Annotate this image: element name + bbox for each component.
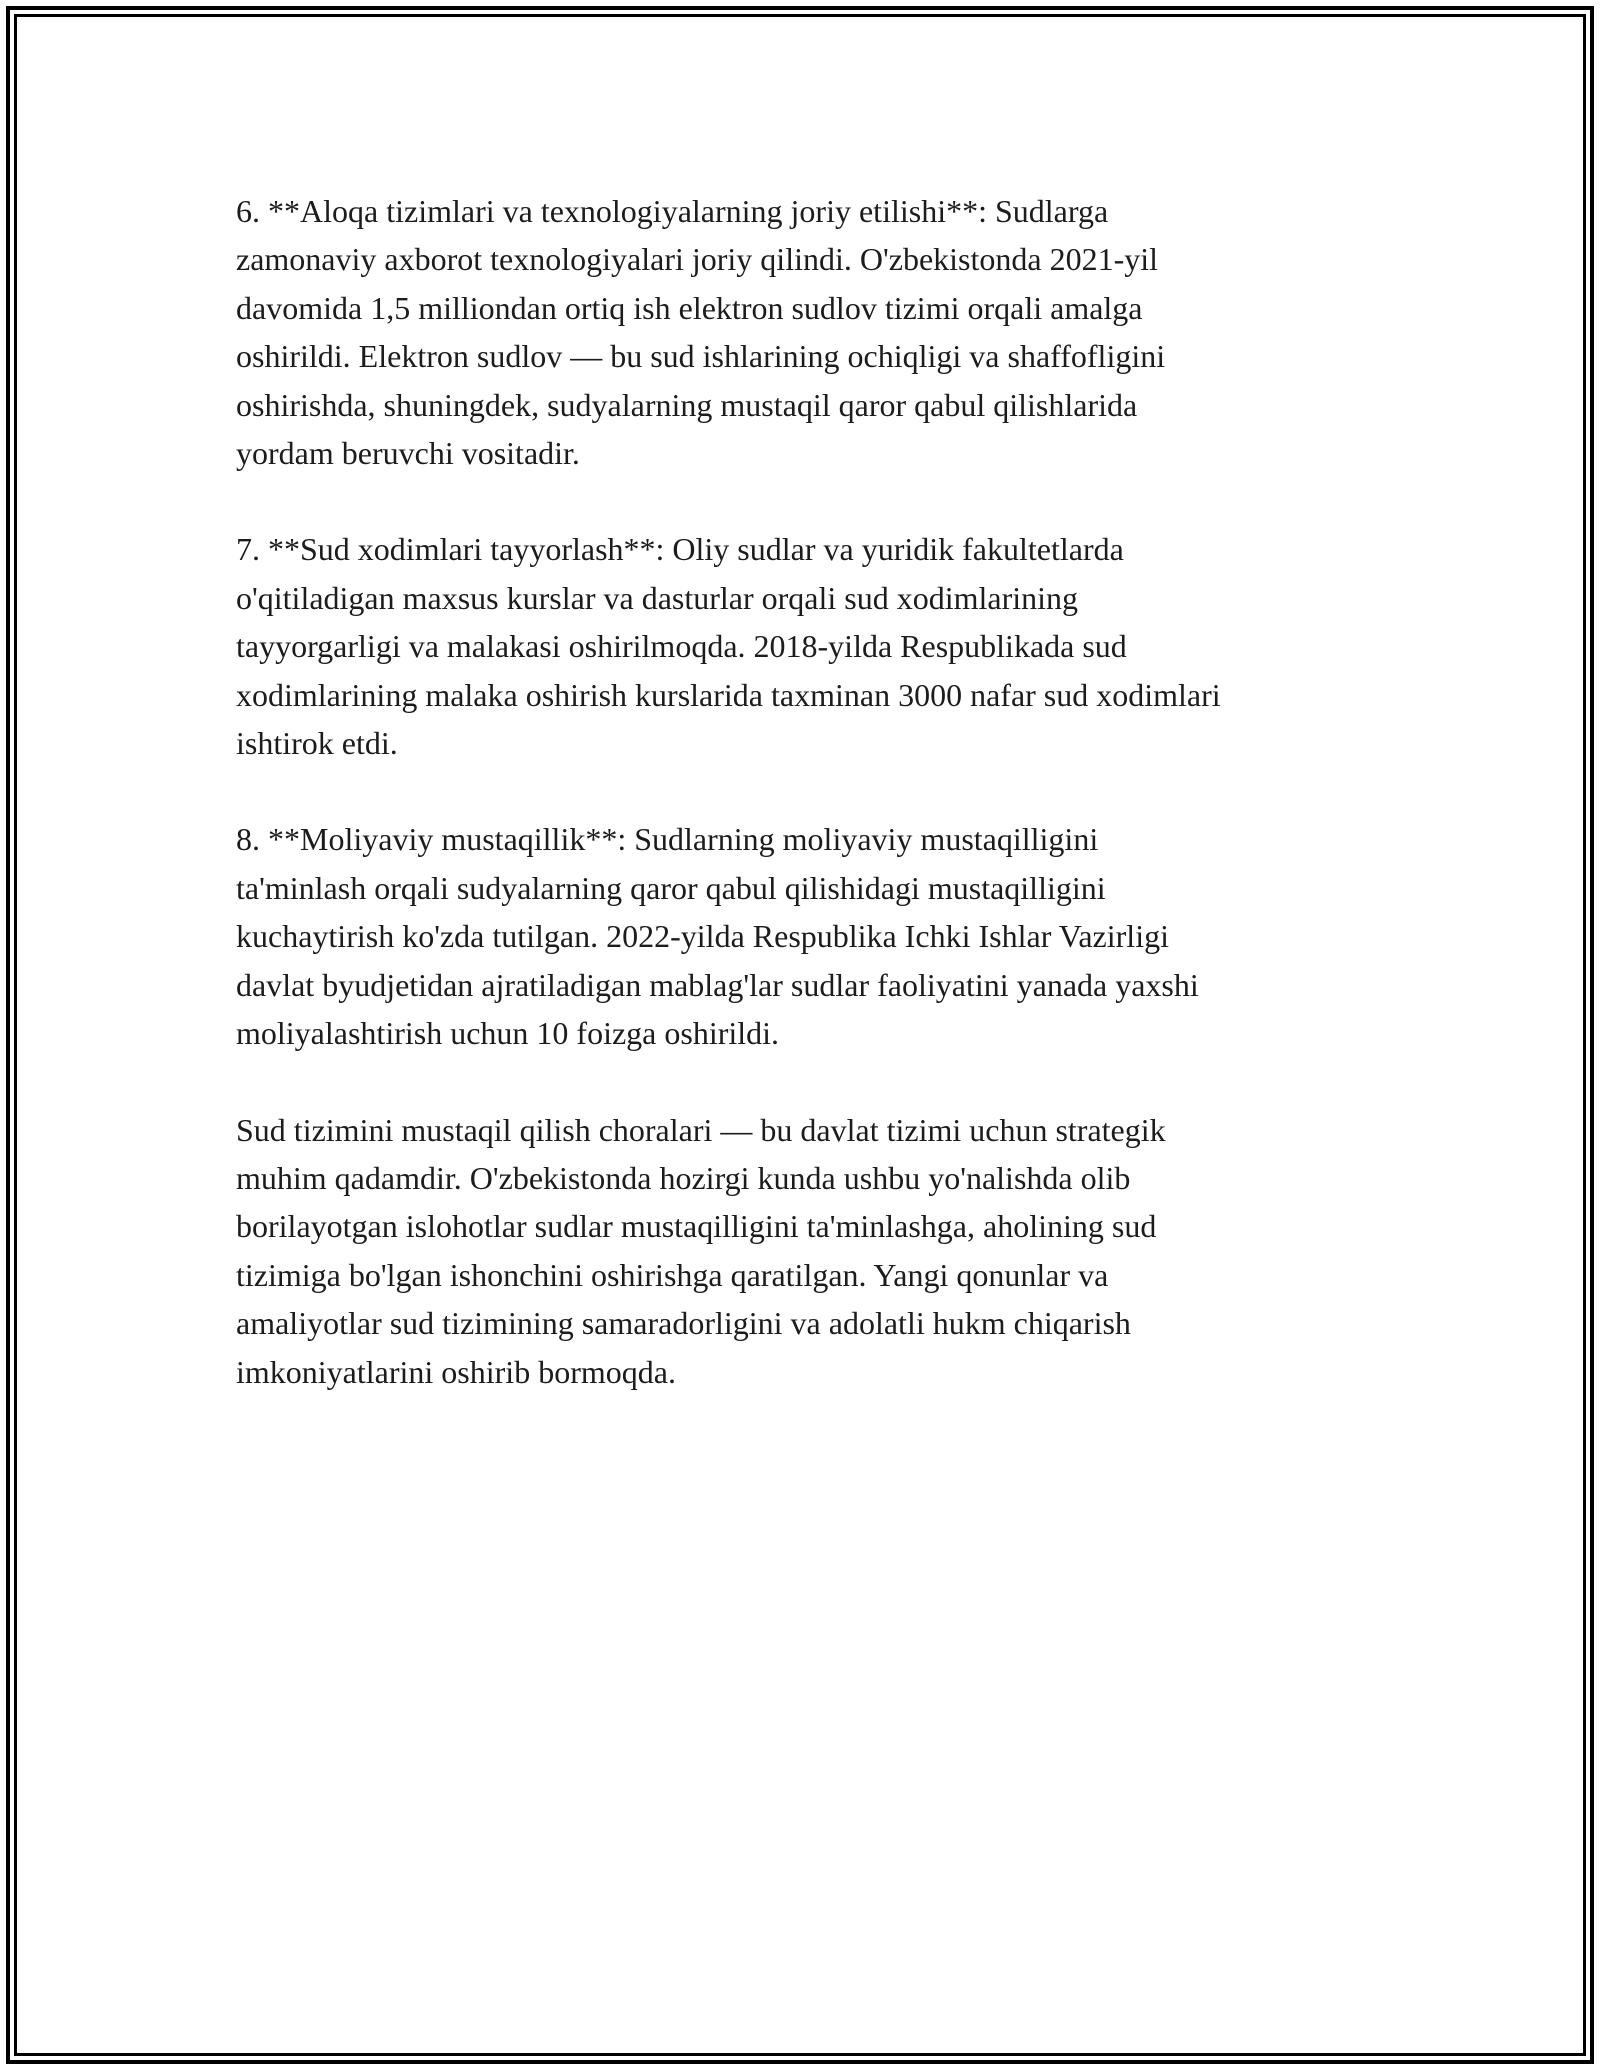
- text-line: 8. **Moliyaviy mustaqillik**: Sudlarning moliyaviy mustaqilligini: [236, 821, 1099, 858]
- text-line: oshirildi. Elektron sudlov — bu sud ishlarining ochiqligi va shaffofligini: [236, 338, 1166, 375]
- text-line: amaliyotlar sud tizimining samaradorligini va adolatli hukm chiqarish: [236, 1305, 1131, 1342]
- text-line: imkoniyatlarini oshirib bormoqda.: [236, 1353, 676, 1390]
- document-body: [236, 187, 1376, 1444]
- text-line: davomida 1,5 milliondan ortiq ish elektron sudlov tizimi orqali amalga: [236, 289, 1143, 326]
- text-line: ishtirok etdi.: [236, 725, 398, 762]
- text-line: o'qitiladigan maxsus kurslar va dasturlar orqali sud xodimlarining: [236, 579, 1079, 616]
- text-line: tayyorgarligi va malakasi oshirilmoqda. 2018-yilda Respublikada sud: [236, 628, 1127, 665]
- paragraph-conclusion: [236, 1106, 1376, 1396]
- text-line: borilayotgan islohotlar sudlar mustaqilligini ta'minlashga, aholining sud: [236, 1208, 1157, 1245]
- text-line: moliyalashtirish uchun 10 foizga oshirildi.: [236, 1015, 780, 1052]
- text-line: 7. **Sud xodimlari tayyorlash**: Oliy sudlar va yuridik fakultetlarda: [236, 531, 1124, 568]
- paragraph-item-8-financial-independence: [236, 815, 1376, 1057]
- text-line: kuchaytirish ko'zda tutilgan. 2022-yilda Respublika Ichki Ishlar Vazirligi: [236, 918, 1169, 955]
- text-line: davlat byudjetidan ajratiladigan mablag'lar sudlar faoliyatini yanada yaxshi: [236, 966, 1199, 1003]
- text-line: 6. **Aloqa tizimlari va texnologiyalarning joriy etilishi**: Sudlarga: [236, 193, 1109, 229]
- text-line: zamonaviy axborot texnologiyalari joriy qilindi. O'zbekistonda 2021-yil: [236, 241, 1159, 278]
- text-line: ta'minlash orqali sudyalarning qaror qabul qilishidagi mustaqilligini: [236, 869, 1106, 906]
- text-line: oshirishda, shuningdek, sudyalarning mustaqil qaror qabul qilishlarida: [236, 386, 1138, 423]
- text-line: Sud tizimini mustaqil qilish choralari — bu davlat tizimi uchun strategik: [236, 1111, 1166, 1148]
- text-line: yordam beruvchi vositadir.: [236, 435, 580, 472]
- text-line: xodimlarining malaka oshirish kurslarida taxminan 3000 nafar sud xodimlari: [236, 676, 1221, 713]
- text-line: muhim qadamdir. O'zbekistonda hozirgi kunda ushbu yo'nalishda olib: [236, 1159, 1131, 1196]
- paragraph-item-7-staff-training: [236, 525, 1376, 767]
- paragraph-item-6-communication-systems: [236, 187, 1376, 477]
- text-line: tizimiga bo'lgan ishonchini oshirishga qaratilgan. Yangi qonunlar va: [236, 1256, 1109, 1293]
